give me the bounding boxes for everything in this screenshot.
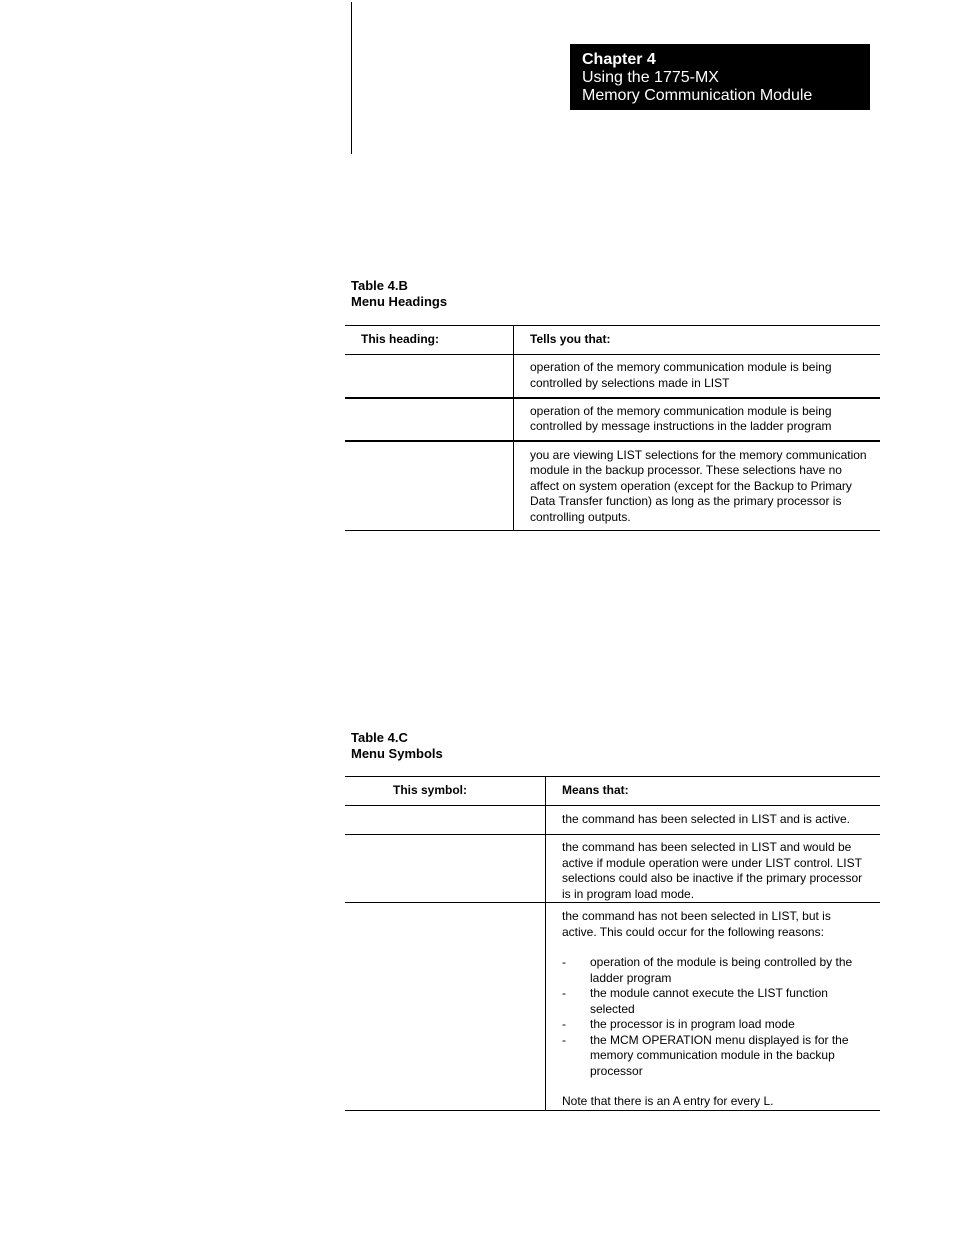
meaning-intro: the command has not been selected in LIST, but is active. This could occur for the following reasons: bbox=[562, 909, 831, 939]
table-row bbox=[345, 806, 880, 835]
description-cell: operation of the memory communication module is being controlled by message instructions in the ladder program bbox=[514, 398, 881, 441]
table-c-col1-header: This symbol: bbox=[345, 777, 546, 806]
menu-symbols-table bbox=[345, 776, 880, 1111]
table-row bbox=[345, 441, 880, 531]
chapter-title-line2: Memory Communication Module bbox=[582, 87, 813, 104]
table-b-col2-header: Tells you that: bbox=[514, 326, 881, 355]
table-row bbox=[345, 835, 880, 903]
table-c-caption bbox=[351, 730, 443, 762]
reasons-list bbox=[562, 955, 868, 1079]
chapter-number: Chapter 4 bbox=[582, 51, 656, 68]
table-row bbox=[345, 398, 880, 441]
table-row bbox=[345, 355, 880, 398]
symbol-cell bbox=[345, 903, 546, 1111]
list-item: - the module cannot execute the LIST function selected bbox=[562, 986, 868, 1017]
list-item: - the processor is in program load mode bbox=[562, 1017, 868, 1033]
menu-headings-table bbox=[345, 325, 880, 531]
meaning-note: Note that there is an A entry for every L. bbox=[562, 1094, 774, 1108]
symbol-cell bbox=[345, 835, 546, 903]
meaning-cell: the command has been selected in LIST and would be active if module operation were under LIST control. LIST selections could also be inactive if the primary processor is in program load mode. bbox=[546, 835, 881, 903]
heading-cell bbox=[345, 398, 514, 441]
table-c-id: Table 4.C bbox=[351, 730, 408, 745]
table-c-col2-header: Means that: bbox=[546, 777, 881, 806]
table-b-caption bbox=[351, 278, 447, 310]
heading-cell bbox=[345, 355, 514, 398]
chapter-header bbox=[570, 44, 870, 110]
table-b-title: Menu Headings bbox=[351, 294, 448, 309]
heading-cell bbox=[345, 441, 514, 531]
margin-rule bbox=[351, 2, 352, 154]
description-cell: operation of the memory communication module is being controlled by selections made in LIST bbox=[514, 355, 881, 398]
table-row bbox=[345, 903, 880, 1111]
symbol-cell bbox=[345, 806, 546, 835]
table-b-col1-header: This heading: bbox=[345, 326, 514, 355]
table-c-title: Menu Symbols bbox=[351, 746, 443, 761]
table-b-id: Table 4.B bbox=[351, 278, 408, 293]
chapter-title-line1: Using the 1775-MX bbox=[582, 69, 719, 86]
meaning-cell: the command has been selected in LIST and is active. bbox=[546, 806, 881, 835]
meaning-cell bbox=[546, 903, 881, 1111]
description-cell: you are viewing LIST selections for the memory communication module in the backup processor. These selections have no affect on system operation (except for the Backup to Primary Data Transfer function) as long as the primary processor is controlling outputs. bbox=[514, 441, 881, 531]
list-item: - the MCM OPERATION menu displayed is for the memory communication module in the backup processor bbox=[562, 1033, 868, 1080]
list-item: - operation of the module is being controlled by the ladder program bbox=[562, 955, 868, 986]
